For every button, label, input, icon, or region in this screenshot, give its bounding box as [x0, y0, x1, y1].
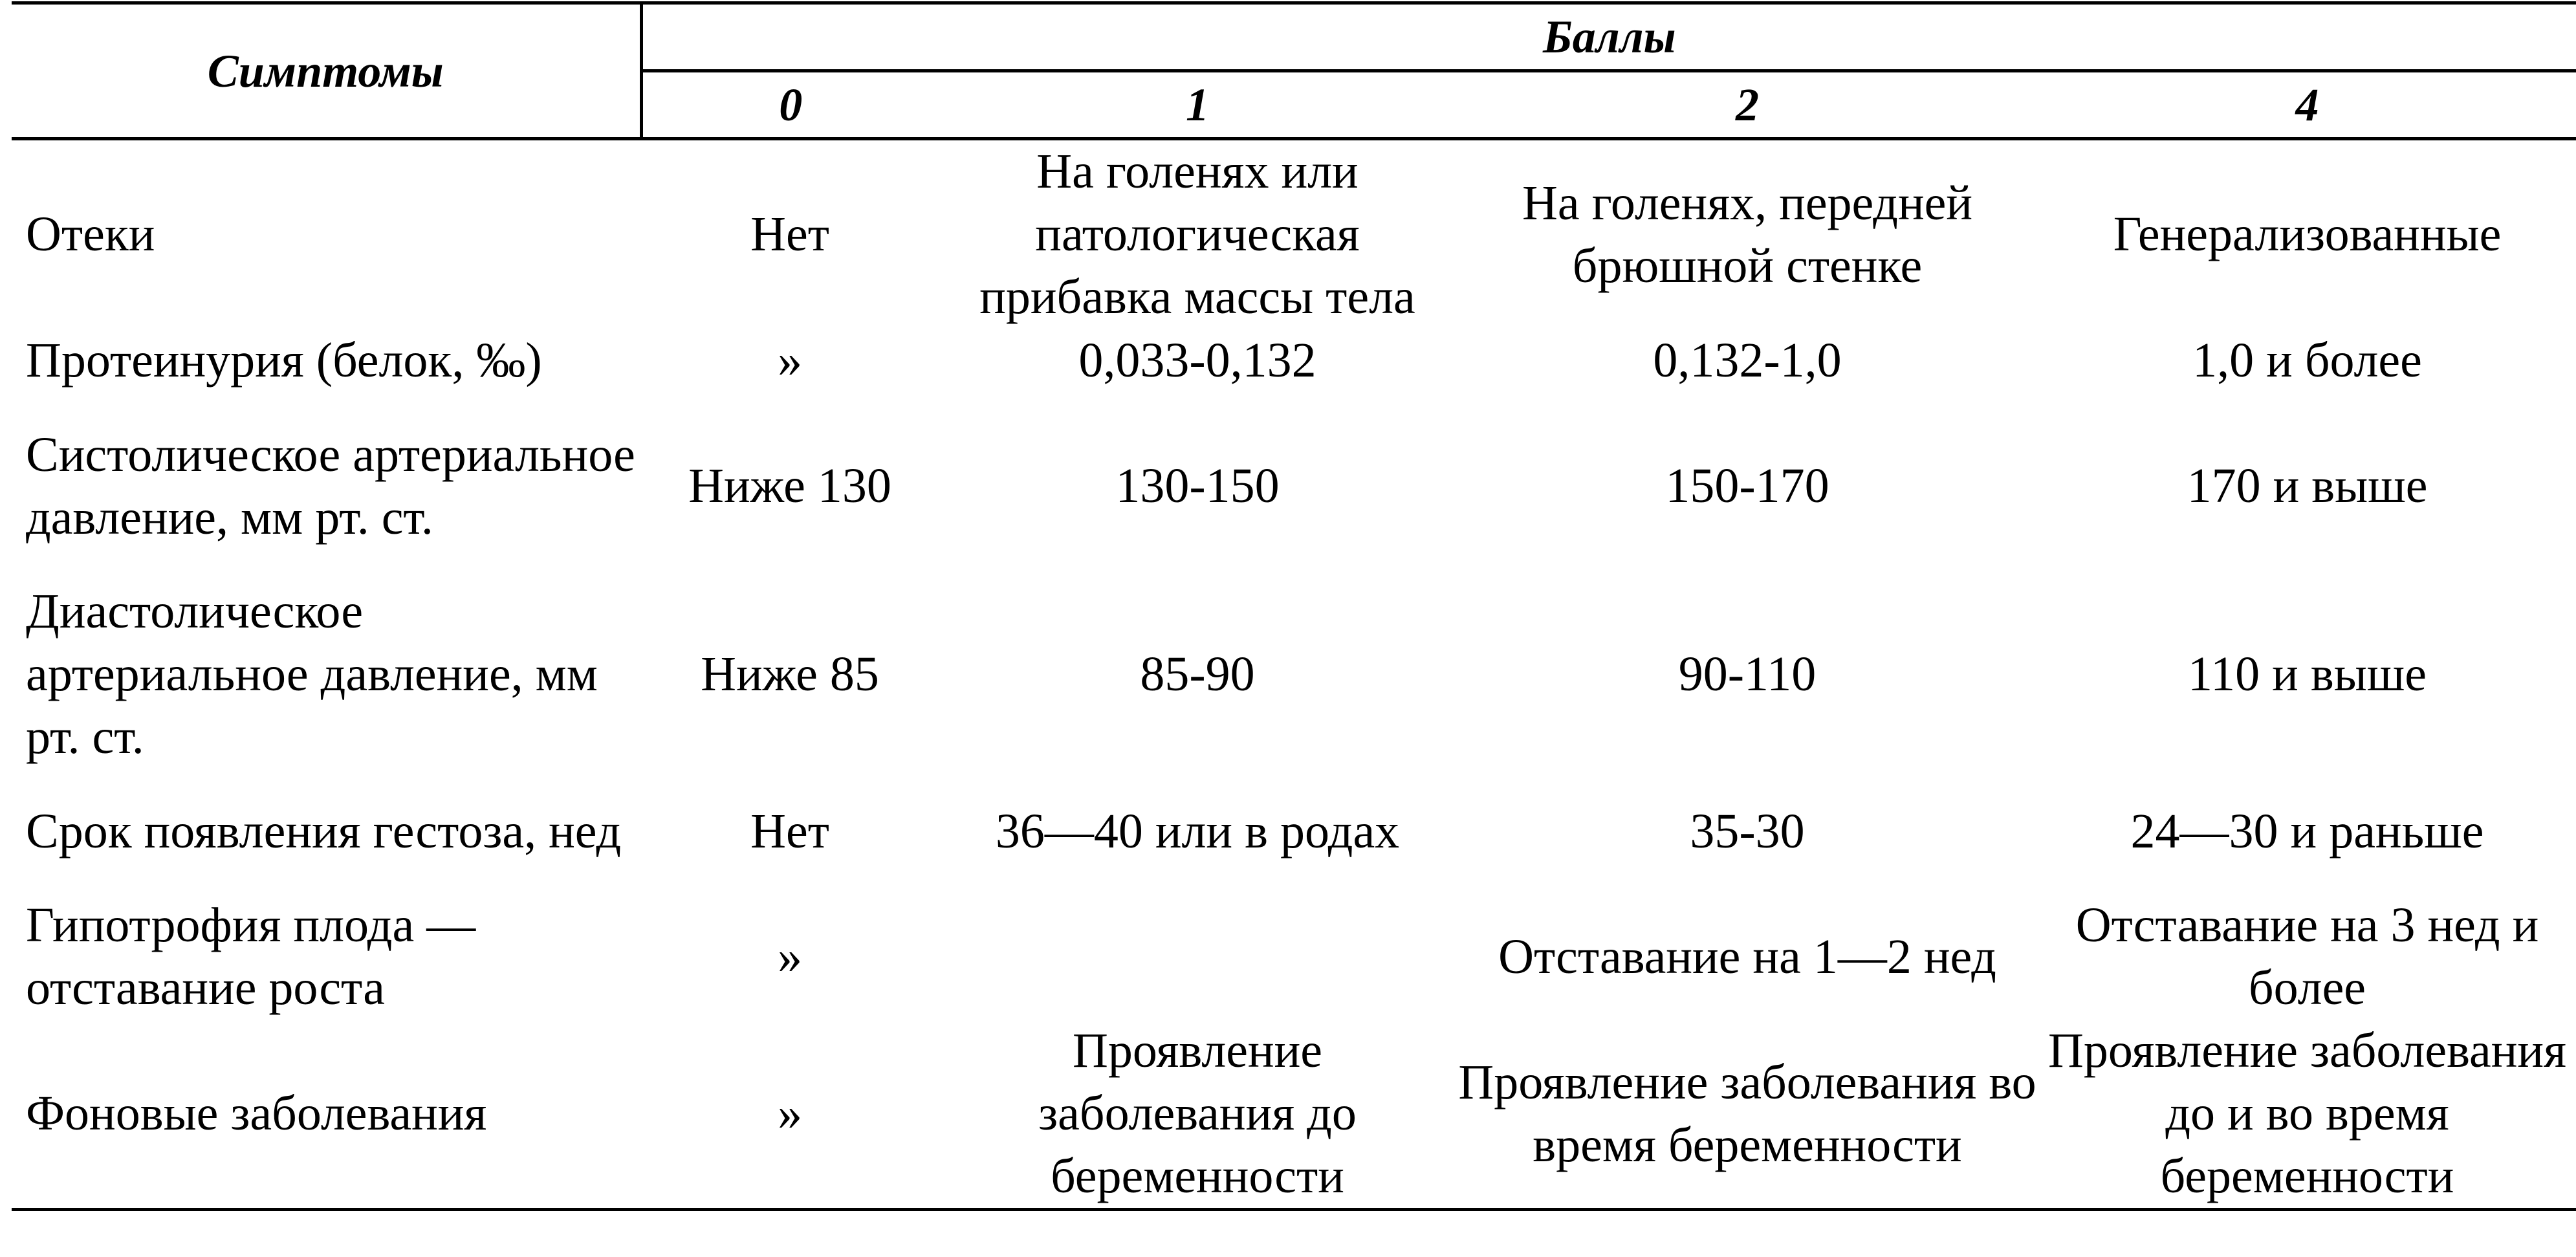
- score-4-cell: Проявление заболевания до и во время беременности: [2038, 1020, 2576, 1210]
- header-row-top: [12, 3, 2576, 71]
- scores-header: Баллы: [641, 3, 2576, 71]
- table-row: [12, 139, 2576, 329]
- score-1-cell: 85-90: [1140, 647, 1255, 701]
- score-0-cell: Нет: [750, 803, 829, 858]
- score-4-cell: 110 и выше: [2187, 647, 2427, 701]
- score-4-cell: Генерализованные: [2113, 207, 2502, 261]
- symptom-cell: Систолическое артериальное давление, мм рт. ст.: [26, 427, 635, 545]
- symptom-cell: Срок появления гестоза, нед: [26, 803, 622, 858]
- score-2-cell: На голенях, передней брюшной стенке: [1522, 175, 1973, 293]
- score-0-cell: »: [778, 929, 802, 984]
- symptom-cell: Диастолическое артериальное давление, мм рт. ст.: [26, 584, 598, 764]
- table-row: [12, 580, 2576, 769]
- score-column-4: 4: [2038, 71, 2576, 139]
- score-2-cell: 0,132-1,0: [1653, 333, 1842, 388]
- gestosis-score-table: [12, 1, 2576, 1211]
- score-0-cell: »: [778, 333, 802, 388]
- symptom-cell: Гипотрофия плода — отставание роста: [26, 898, 476, 1015]
- score-0-cell: Нет: [750, 207, 829, 261]
- score-1-cell: [939, 894, 1456, 1020]
- score-0-cell: Ниже 130: [688, 459, 891, 513]
- score-2-cell: 90-110: [1678, 647, 1817, 701]
- table-row: [12, 894, 2576, 1020]
- score-2-cell: Проявление заболевания во время беременности: [1456, 1020, 2038, 1210]
- symptoms-header: Симптомы: [12, 3, 641, 139]
- score-4-cell: Отставание на 3 нед и более: [2075, 898, 2539, 1015]
- score-4-cell: 170 и выше: [2187, 459, 2428, 513]
- score-2-cell: 35-30: [1690, 803, 1805, 858]
- score-2-cell: 150-170: [1665, 459, 1829, 513]
- score-1-cell: 0,033-0,132: [1078, 333, 1316, 388]
- symptom-cell: Протеинурия (белок, ‰): [26, 333, 542, 388]
- table-row: [12, 329, 2576, 392]
- score-2-cell: Отставание на 1—2 нед: [1498, 929, 1996, 984]
- score-1-cell: 130-150: [1115, 459, 1280, 513]
- score-4-cell: 24—30 и раньше: [2130, 803, 2484, 858]
- score-0-cell: Ниже 85: [701, 647, 879, 701]
- symptom-cell: Фоновые заболевания: [12, 1020, 641, 1210]
- score-1-cell: Проявление заболевания до беременности: [939, 1020, 1456, 1210]
- score-1-cell: На голенях или патологическая прибавка массы тела: [979, 144, 1415, 324]
- score-1-cell: 36—40 или в родах: [995, 803, 1400, 858]
- symptom-cell: Отеки: [26, 207, 155, 261]
- score-0-cell: »: [641, 1020, 939, 1210]
- table-row: [12, 392, 2576, 580]
- score-column-2: 2: [1456, 71, 2038, 139]
- table-row: [12, 1020, 2576, 1210]
- table-row: [12, 769, 2576, 894]
- score-column-1: 1: [939, 71, 1456, 139]
- score-column-0: 0: [641, 71, 939, 139]
- score-4-cell: 1,0 и более: [2192, 333, 2422, 388]
